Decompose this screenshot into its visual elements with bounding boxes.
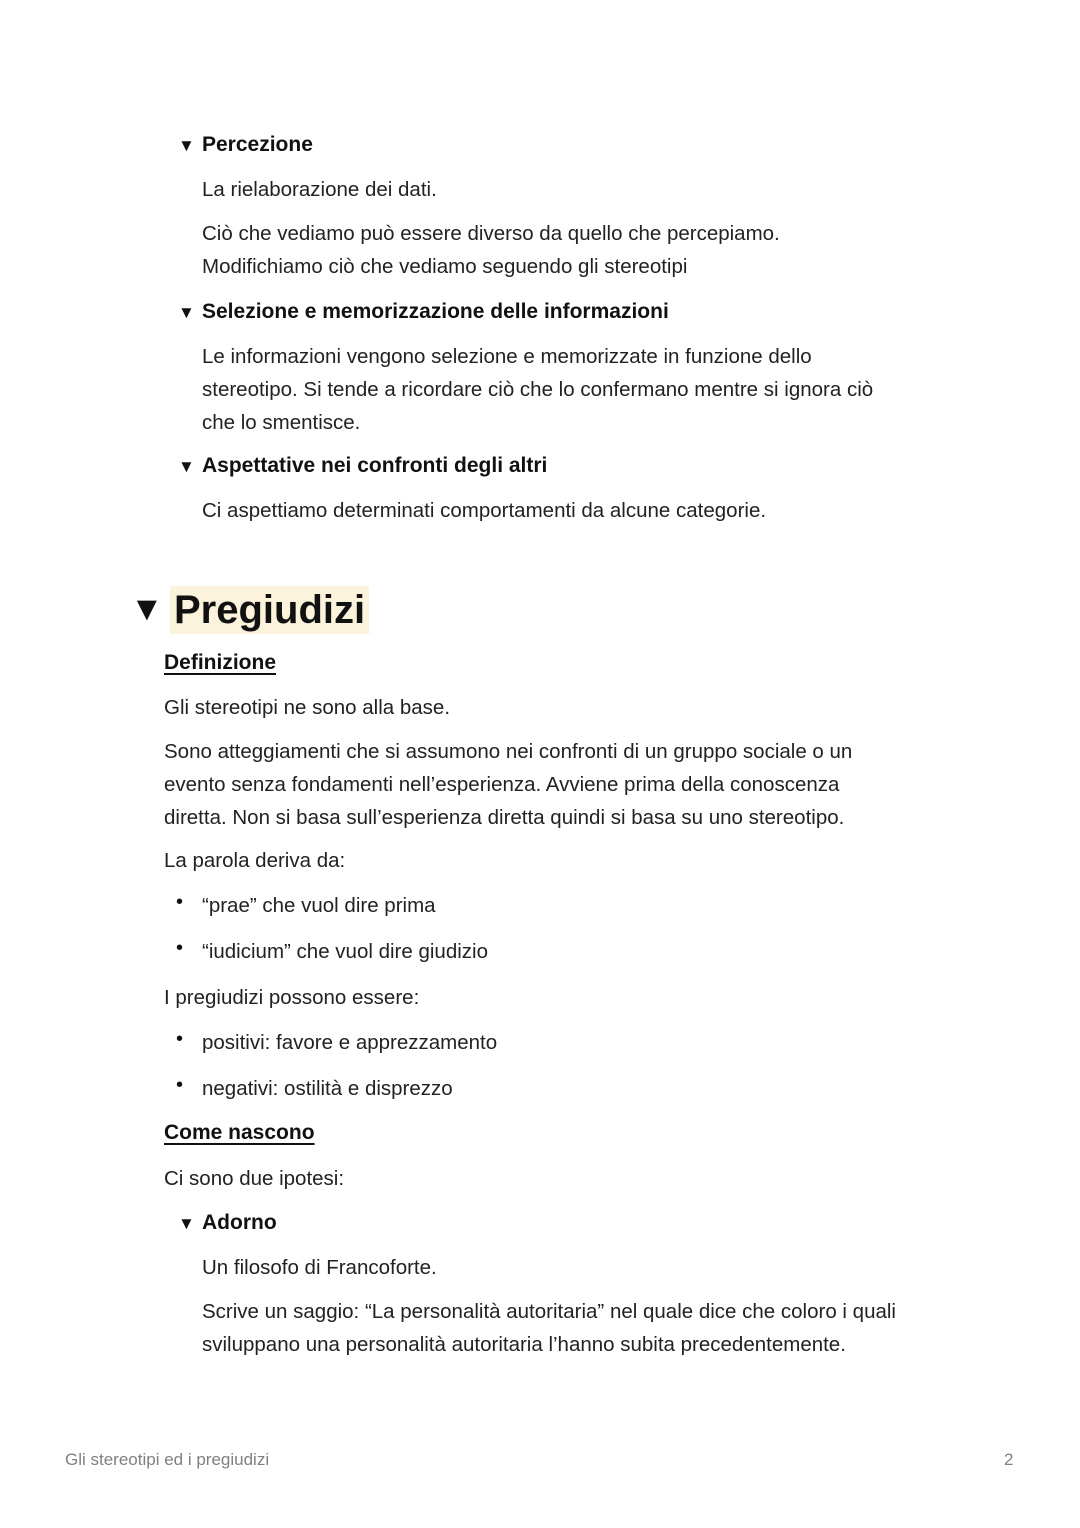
paragraph-line: stereotipo. Si tende a ricordare ciò che lo confermano mentre si ignora ciò [202, 378, 874, 401]
paragraph-line: Modifichiamo ciò che vediamo seguendo gli stereotipi [202, 255, 688, 278]
paragraph-line: sviluppano una personalità autoritaria l’hanno subita precedentemente. [202, 1333, 846, 1356]
paragraph-line: Scrive un saggio: “La personalità autoritaria” nel quale dice che coloro i quali [202, 1300, 896, 1323]
toggle-arrow-icon[interactable]: ▼ [178, 1214, 195, 1233]
bullet-icon: • [176, 937, 184, 959]
paragraph: I pregiudizi possono essere: [164, 986, 420, 1009]
subheading-definizione: Definizione [164, 651, 277, 674]
paragraph: Gli stereotipi ne sono alla base. [164, 696, 451, 719]
toggle-arrow-icon[interactable]: ▼ [178, 303, 195, 322]
paragraph-line: Sono atteggiamenti che si assumono nei confronti di un gruppo sociale o un [164, 740, 853, 763]
paragraph-line: che lo smentisce. [202, 411, 361, 434]
toggle-arrow-icon[interactable]: ▼ [178, 136, 195, 155]
list-item: “iudicium” che vuol dire giudizio [202, 940, 488, 963]
paragraph: La rielaborazione dei dati. [202, 178, 437, 201]
paragraph: Ci sono due ipotesi: [164, 1167, 345, 1190]
heading-toggle-arrow-icon[interactable]: ▼ [130, 590, 164, 628]
list-item: negativi: ostilità e disprezzo [202, 1077, 453, 1100]
list-item: positivi: favore e apprezzamento [202, 1031, 498, 1054]
toggle-title-percezione[interactable]: Percezione [202, 133, 313, 156]
heading-pregiudizi[interactable]: Pregiudizi [170, 586, 369, 634]
list-item: “prae” che vuol dire prima [202, 894, 436, 917]
bullet-icon: • [176, 1074, 184, 1096]
toggle-title-adorno[interactable]: Adorno [202, 1211, 277, 1234]
paragraph-line: evento senza fondamenti nell’esperienza. Avviene prima della conoscenza [164, 773, 840, 796]
bullet-icon: • [176, 891, 184, 913]
footer-page-number: 2 [1004, 1450, 1014, 1469]
paragraph-line: Le informazioni vengono selezione e memorizzate in funzione dello [202, 345, 812, 368]
paragraph-line: diretta. Non si basa sull’esperienza diretta quindi si basa su uno stereotipo. [164, 806, 845, 829]
subheading-come-nascono: Come nascono [164, 1121, 315, 1144]
paragraph: La parola deriva da: [164, 849, 346, 872]
toggle-title-selezione[interactable]: Selezione e memorizzazione delle informazioni [202, 300, 669, 323]
paragraph-line: Ciò che vediamo può essere diverso da quello che percepiamo. [202, 222, 780, 245]
footer-document-title: Gli stereotipi ed i pregiudizi [65, 1450, 270, 1469]
paragraph: Un filosofo di Francoforte. [202, 1256, 437, 1279]
bullet-icon: • [176, 1028, 184, 1050]
toggle-title-aspettative[interactable]: Aspettative nei confronti degli altri [202, 454, 548, 477]
paragraph: Ci aspettiamo determinati comportamenti da alcune categorie. [202, 499, 767, 522]
toggle-arrow-icon[interactable]: ▼ [178, 457, 195, 476]
